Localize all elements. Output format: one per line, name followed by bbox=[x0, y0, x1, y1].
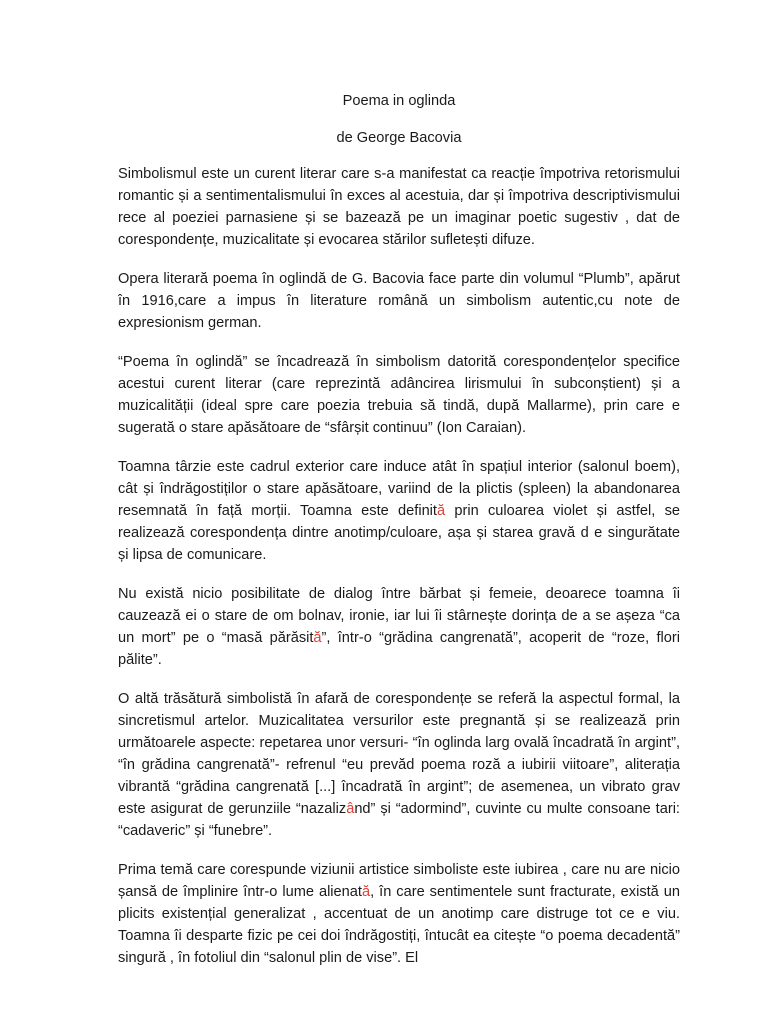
paragraph bbox=[118, 351, 680, 439]
paragraph bbox=[118, 456, 680, 566]
paragraph-text: Opera literară poema în oglindă de G. Bacovia face parte din volumul “Plumb”, apărut în 1916,care a impus în literature română un simbolism autentic,cu note de expresionism german. bbox=[118, 271, 680, 331]
highlighted-text: â bbox=[346, 801, 355, 817]
paragraph-text: Nu există nicio posibilitate de dialog între bărbat și femeie, deoarece toamna îi cauzează ei o stare de om bolnav, ironie, iar lui îi stârnește dorința de a se așeza “ca un mort” pe o “masă părăsit bbox=[118, 586, 680, 646]
highlighted-text: ă bbox=[361, 884, 371, 900]
document-body bbox=[118, 163, 680, 969]
paragraph bbox=[118, 688, 680, 842]
highlighted-text: ă bbox=[313, 630, 322, 646]
paragraph-text: ”, într-o “grădina cangrenată”, acoperit de “roze, flori pălite”. bbox=[118, 630, 680, 668]
paragraph bbox=[118, 163, 680, 251]
paragraph-text: nd” și “adormind”, cuvinte cu multe consoane tari: “cadaveric” și “funebre”. bbox=[118, 801, 680, 839]
paragraph-text: , în care sentimentele sunt fracturate, există un plicits existențial generalizat , accentuat de un anotimp care distruge tot ce e viu. Toamna îi desparte fizic pe cei doi îndrăgostiți, întucât ea citește “o poema decadentă” singură , în fotoliul din “salonul plin de vise”. El bbox=[118, 884, 681, 966]
paragraph bbox=[118, 268, 680, 334]
document-title: Poema in oglinda bbox=[342, 93, 456, 109]
highlighted-text: ă bbox=[436, 503, 446, 519]
paragraph bbox=[118, 859, 680, 969]
paragraph bbox=[118, 583, 680, 671]
paragraph-text: Toamna târzie este cadrul exterior care induce atât în spațiul interior (salonul boem), cât și îndrăgostiților o stare apăsătoare, variind de la plictis (spleen) la abandonarea resemnată în față morții. Toamna este definit bbox=[118, 459, 680, 519]
paragraph-text: O altă trăsătură simbolistă în afară de corespondențe se referă la aspectul formal, la sincretismul artelor. Muzicalitatea versurilor este pregnantă și se realizează prin următoarele aspecte: repetarea unor versuri- “în oglinda larg ovală încadrată în argint”, “în grădina cangrenată”- refrenul “eu prevăd poema roză a iubirii viitoare”, aliterația vibrantă “grădina cangrenată [...] încadrată în argint”; de asemenea, un vibrato grav este asigurat de gerunziile “nazaliz bbox=[118, 691, 680, 817]
paragraph-text: Prima temă care corespunde viziunii artistice simboliste este iubirea , care nu are nicio șansă de împlinire într-o lume alienat bbox=[118, 862, 680, 900]
paragraph-text: prin culoarea violet și astfel, se realizează corespondența dintre anotimp/culoare, așa și starea gravă d e singurătate și lipsa de comunicare. bbox=[118, 503, 680, 563]
document-author: de George Bacovia bbox=[336, 130, 462, 146]
paragraph-text: Simbolismul este un curent literar care s-a manifestat ca reacție împotriva retorismului romantic și a sentimentalismului în exces al acestuia, dar și împotriva descriptivismului rece al poeziei parnasiene și se bazează pe un imaginar poetic sugestiv , dat de corespondențe, muzicalitate și evocarea stărilor sufletești difuze. bbox=[118, 166, 680, 248]
paragraph-text: “Poema în oglindă” se încadrează în simbolism datorită corespondențelor specifice acestui curent literar (care reprezintă adâncirea lirismului în subconștient) și a muzicalității (ideal spre care poezia trebuia să tindă, după Mallarme), prin care e sugerată o stare apăsătoare de “sfârșit continuu” (Ion Caraian). bbox=[118, 354, 680, 436]
